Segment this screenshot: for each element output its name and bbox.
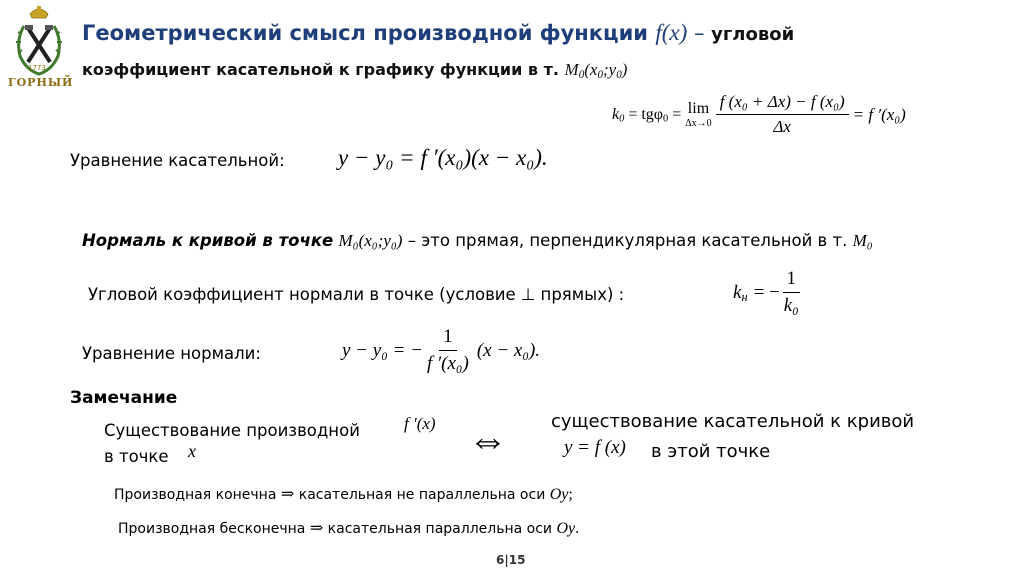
case-infinite: [118, 518, 579, 538]
normal-point-end: M₀: [852, 231, 873, 250]
slope-k: $k_0$: [612, 105, 625, 125]
case-infinite-pre: Производная бесконечна: [118, 521, 306, 537]
remark-heading: Замечание: [70, 388, 178, 408]
remark-right-line1: существование касательной к кривой: [551, 411, 915, 432]
slope-fraction: [716, 92, 849, 137]
normal-k-numerator: 1: [783, 268, 801, 293]
title-rest: угловой: [711, 24, 795, 45]
normal-k-eq: = −: [753, 281, 780, 303]
implies-arrow-icon: ⇒: [280, 486, 295, 503]
case-finite-post: касательная не параллельна оси: [298, 487, 546, 503]
tangent-formula: y − y₀ = f ′(x₀)(x − x₀).: [338, 145, 548, 170]
slope-numerator: f (x₀ + Δx) − f (x₀): [716, 92, 849, 115]
subtitle-point: $M_0(x_0;y_0)$: [564, 60, 628, 81]
title-fx: f(x): [655, 20, 688, 45]
page-number: 6|15: [496, 553, 526, 567]
case-infinite-post: касательная параллельна оси: [327, 521, 553, 537]
logo-label: ГОРНЫЙ: [8, 76, 74, 89]
normal-k-fraction: [780, 268, 803, 317]
slope-rhs: = f ′(x₀): [852, 104, 906, 124]
normal-slope-formula: [733, 268, 803, 317]
implies-arrow-icon: ⇒: [309, 520, 324, 537]
normal-eq-fraction: [423, 326, 473, 375]
remark-right-line2: в этой точке: [651, 441, 771, 462]
normal-k-denominator: k₀: [783, 295, 799, 316]
logo-year: 1773: [28, 64, 46, 72]
case-finite-axis: Oy: [549, 486, 569, 503]
case-infinite-end: .: [575, 520, 580, 537]
subtitle-text: коэффициент касательной к графику функции в т.: [82, 60, 559, 79]
university-logo: [8, 4, 74, 90]
normal-bold-label: Нормаль к кривой в точке: [82, 231, 334, 250]
slope-lim: lim Δx→0: [685, 100, 712, 129]
slope-denominator: Δx: [773, 117, 791, 136]
normal-definition: [82, 231, 873, 251]
case-finite-end: ;: [568, 486, 573, 503]
tangent-label: Уравнение касательной:: [70, 151, 285, 170]
slide-subtitle: [82, 60, 627, 80]
remark-right-eq: y = f (x): [564, 437, 626, 458]
case-finite: [114, 484, 573, 504]
normal-eq-denominator: f ′(x₀): [426, 353, 469, 374]
normal-eq-label: Уравнение нормали:: [82, 344, 261, 363]
normal-eq-numerator: 1: [439, 326, 457, 351]
remark-left-x: x: [188, 441, 196, 461]
case-infinite-axis: Oy: [556, 520, 576, 537]
slope-tg: = tgφ$_0$: [628, 105, 669, 125]
normal-slope-label: Угловой коэффициент нормали в точке (условие ⊥ прямых) :: [88, 285, 625, 304]
case-finite-pre: Производная конечна: [114, 487, 277, 503]
remark-left-f: f ′(x): [404, 414, 436, 433]
normal-def-text: – это прямая, перпендикулярная касательной в т.: [407, 231, 848, 250]
normal-point: M₀(x₀;y₀): [338, 231, 403, 250]
slope-eq: =: [672, 105, 682, 123]
title-main: Геометрический смысл производной функции: [82, 21, 656, 45]
title-dash: –: [687, 21, 712, 45]
normal-eq-lhs: y − y₀ = −: [342, 339, 423, 361]
slide-title: [82, 20, 794, 46]
normal-eq-rhs: (x − x₀).: [476, 339, 541, 361]
remark-left-line2: в точке: [104, 447, 169, 466]
remark-left-line1: Существование производной: [104, 421, 360, 440]
normal-k: $k_н$: [733, 281, 748, 304]
slope-formula: [612, 92, 906, 137]
equivalence-arrow-icon: ⇔: [468, 417, 508, 462]
normal-eq-formula: [342, 326, 540, 375]
